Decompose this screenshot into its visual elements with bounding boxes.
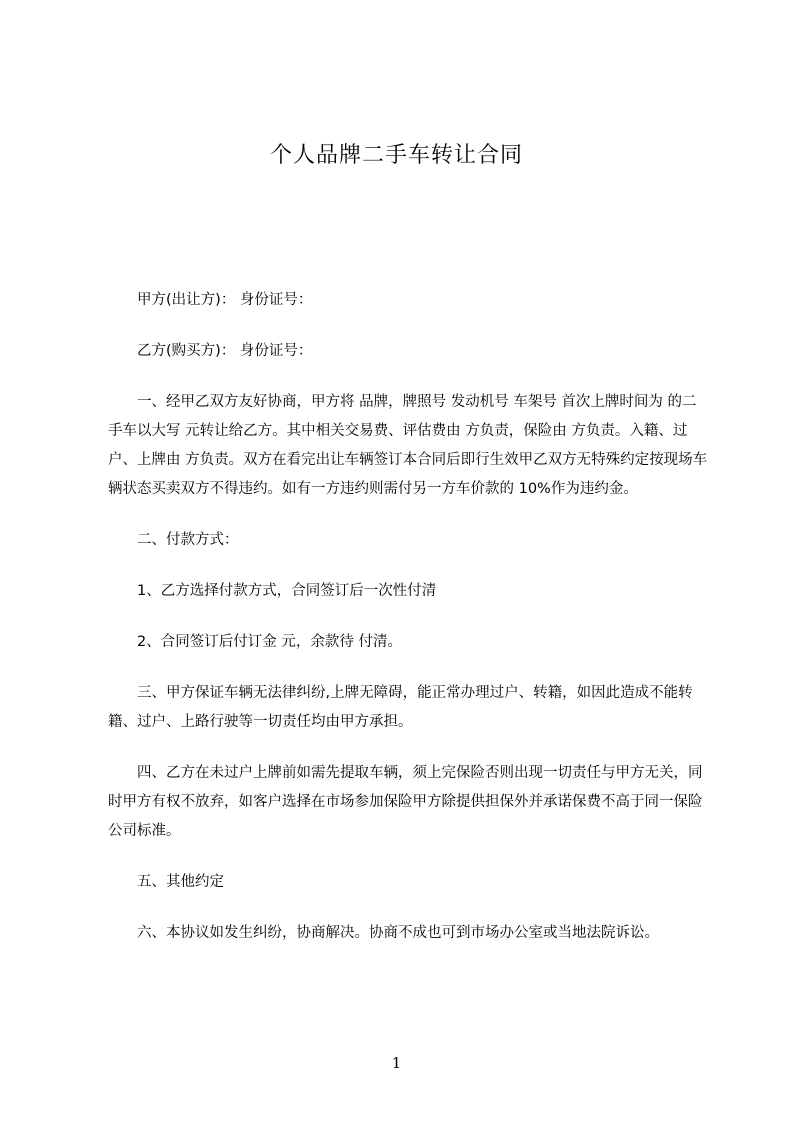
clause-3: 三、甲方保证车辆无法律纠纷,上牌无障碍，能正常办理过户、转籍，如因此造成不能转籍、过户、上路行驶等一切责任均由甲方承担。: [108, 685, 693, 730]
party-b-line: 乙方(购买方)： 身份证号：: [137, 343, 313, 359]
clause-4: 四、乙方在未过户上牌前如需先提取车辆，须上完保险否则出现一切责任与甲方无关，同时甲方有权不放弃，如客户选择在市场参加保险甲方除提供担保外并承诺保费不高于同一保险公司标准。: [108, 765, 703, 839]
payment-option-1: 1、乙方选择付款方式，合同签订后一次性付清: [137, 583, 437, 599]
page-number: 1: [391, 1054, 402, 1072]
clause-5: 五、其他约定: [137, 874, 224, 890]
document-body: [108, 286, 708, 948]
payment-option-2: 2、合同签订后付订金 元，余款待 付清。: [137, 634, 402, 650]
document-title: 个人品牌二手车转让合同: [269, 143, 523, 168]
clause-2-heading: 二、付款方式：: [137, 532, 239, 548]
clause-6: 六、本协议如发生纠纷，协商解决。协商不成也可到市场办公室或当地法院诉讼。: [137, 925, 659, 941]
clause-1: 一、经甲乙双方友好协商，甲方将 品牌，牌照号 发动机号 车架号 首次上牌时间为 的二手车以大写 元转让给乙方。其中相关交易费、评估费由 方负责，保险由 方负责。入籍、过户、上牌由 方负责。双方在看完出让车辆签订本合同后即行生效甲乙双方无特殊约定按现场车辆状态买卖双方不得违约。如有一方违约则需付另一方车价款的 10%作为违约金。: [108, 394, 708, 497]
party-a-line: 甲方(出让方)： 身份证号：: [137, 292, 313, 308]
